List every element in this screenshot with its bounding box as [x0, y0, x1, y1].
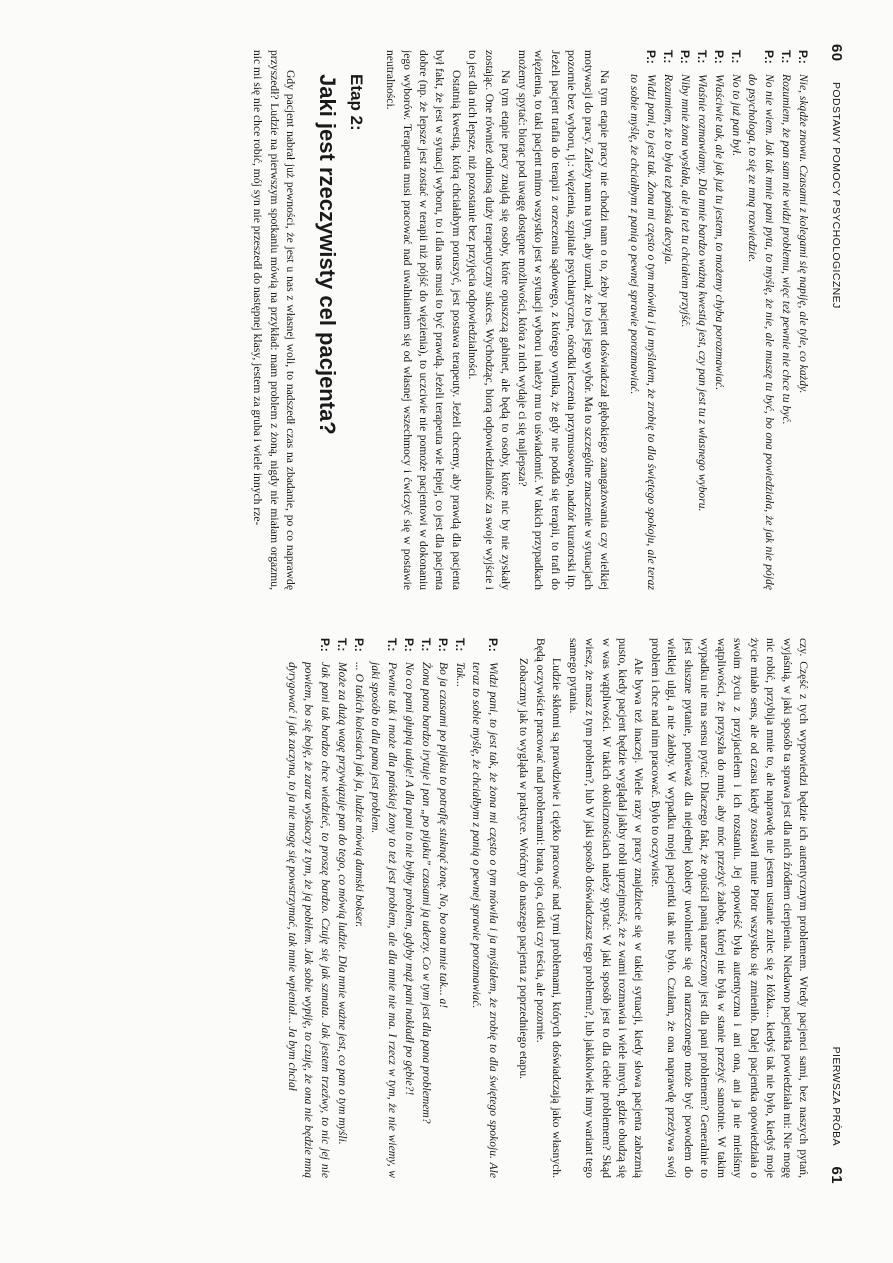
dialogue-line [417, 638, 434, 1178]
section-heading [312, 74, 367, 590]
section-heading-title: Jaki jest rzeczywisty cel pacjenta? [315, 74, 341, 435]
dialogue-block [626, 50, 811, 590]
dialogue-line [350, 638, 367, 1178]
dialogue-text: Rozumiem, że pan sam nie widzi problemu, więc też pewnie nie chce tu być. [779, 74, 793, 425]
dialogue-block [283, 638, 500, 1178]
speaker-label: T.: [778, 50, 793, 64]
dialogue-text: Pewnie tak i może dla pańskiej żony to też jest problem, ale dla mnie nie ma. I rzecz w tym, że nie wiemy, w jaki sposób to dla pana jest problem. [369, 662, 399, 1178]
body-paragraph: Na tym etapie pracy znajdą się osoby, które opuszczą gabinet, ale będą to osoby, które nic by nie zyskały zostając. One również odniosą duży terapeutyczny sukces. Wychodząc, biorą odpowiedzialność za swoje wyjście i to jest dla nich lepsze, niż pozostanie bez przyjęcia odpowiedzialności. [466, 50, 513, 590]
speaker-label: T.: [452, 638, 467, 652]
speaker-label: T.: [660, 50, 675, 64]
spacer [501, 638, 515, 1178]
speaker-label: P.: [677, 50, 692, 64]
dialogue-line [333, 638, 350, 1178]
dialogue-text: Żona pana bardzo irytuje i pan „po pijaku” czasami ją uderzy. Co w tym jest dla pana problemem? [419, 662, 433, 1124]
dialogue-text: Może za dużą wagę przywiązuje pan do tego, co mówią ludzie. Dla mnie ważne jest, co pan o tym myśli. [335, 662, 349, 1145]
speaker-label: P.: [796, 50, 810, 64]
page-number: 60 [828, 44, 845, 62]
dialogue-text: Właściwie tak, ale jak już tu jestem, to możemy chyba porozmawiać. [713, 74, 726, 391]
page-number: 61 [828, 1166, 845, 1184]
body-paragraph: Ale bywa też inaczej. Wiele razy w pracy znajdziecie się w takiej sytuacji, kiedy słowa pacjenta zabrzmią pusto, kiedy pacjent będzie wyglądał jakby robił uprzejmość, że z wami rozmawia i wiele innych, gdzie obudzą się w was wątpliwości. W takich okolicznościach należy spytać: W jaki sposób jest to dla ciebie problemem? Skąd wiesz, że masz z tym problem?, lub W jaki sposób doświadczasz tego problemu?, lub jakikolwiek inny wariant tego samego pytania. [566, 638, 646, 1178]
page-61 [30, 628, 845, 1188]
speaker-label: T.: [729, 50, 744, 64]
body-paragraph: Zobaczmy jak to wygląda w praktyce. Wróćmy do naszego pacjenta z poprzedniego etapu. [517, 658, 531, 1080]
dialogue-text: Jak pani tak bardzo chce wiedzieć, to proszę bardzo. Czuję się jak szmata. Jak jestem trzeźwy, to nic jej nie powiem, bo się boję, że zaraz wyskoczy z tym, że ją pobiłem. Jak sobie wypiję, to czuję, że ona nie będzie mną dyrygować i jak zaczyna, to ja nie mogę się powstrzymać, tak mnie wpieniał... Ja bym chciał [285, 662, 332, 1178]
body-paragraph: Gdy pacjent nabrał już pewności, że jest u nas z własnej woli, to nadszedł czas na zbadanie, po co naprawdę przyszedł? Ludzie na pierwszym spotkaniu mówią na przykład: mam problem z żoną, nigdy nie miałam orgazmu, nic mi się nie chce robić, mój syn nie przeszedł do następnej klasy, jestem za gruba i wiele innych rze- [251, 50, 298, 590]
dialogue-line [400, 638, 417, 1178]
dialogue-line [626, 50, 659, 590]
dialogue-line [710, 50, 727, 590]
dialogue-text: No nie wiem. Jak tak mnie pani pyta, to myślę, że nie, ale muszę tu być, bo ona powiedziała, że jak nie pójdę do psychologa, to się ze mną rozwiedzie. [746, 74, 776, 590]
dialogue-line [283, 638, 332, 1178]
speaker-label: P.: [712, 50, 726, 64]
page-body [30, 50, 811, 590]
dialogue-text: Widzi pani, to jest tak. Żona mi często o tym mówiła i ja myślałem, że zrobię to dla świętego spokoju, ale teraz to sobie myślę, że chciałbym z panią o pewnej sprawie porozmawiać. [628, 74, 658, 590]
speaker-label: P.: [351, 638, 366, 652]
speaker-label: T.: [418, 638, 433, 652]
speaker-label: P.: [643, 50, 658, 64]
dialogue-line [693, 50, 710, 590]
dialogue-line [794, 50, 811, 590]
dialogue-text: Niby mnie żona wysłała, ale ja też tu chciałem przyjść. [678, 74, 692, 328]
body-paragraph: Ludzie skłonni są prawdziwie i ciężko pracować nad tymi problemami, których doświadczają jako własnych. Będą oczywiście pracować nad problemami: brata, ojca, ciotki czy teścia, ale pozornie. [533, 638, 564, 1178]
speaker-label: P.: [401, 638, 416, 652]
speaker-label: T.: [384, 638, 399, 652]
dialogue-text: No to już pan był. [730, 74, 744, 157]
dialogue-line [744, 50, 777, 590]
running-head: PODSTAWY POMOCY PSYCHOLOGICZNEJ [830, 82, 842, 309]
spacer [612, 50, 626, 590]
page-60 [30, 40, 845, 600]
body-paragraph: Ostatnią kwestią, którą chciałabym poruszyć, jest postawa terapeuty. Jeżeli chcemy, aby prawdą dla pacjenta był fakt, że jest w sytuacji wyboru, to i dla nas musi to być prawdą. Jeżeli terapeuta wie lepiej, co jest dla pacjenta dobre (np. że lepsze jest zostać w terapii niż pójść do więzienia), to uczciwie nie pomoże pacjentowi w dokonaniu jego wyborów. Terapeuta musi pracować nad uwalnianiem się od własnej wszechmocy i ćwiczyć się w postawie neutralności. [384, 50, 463, 590]
dialogue-text: Bo ja czasami po pijaku to potrafię stuknąć żonę. No, bo ona mnie tak... a! [436, 662, 450, 1009]
dialogue-line [468, 638, 501, 1178]
page-header [819, 628, 845, 1188]
section-heading-stage: Etap 2: [346, 74, 366, 131]
dialogue-text: No co pani głupią udaje! A dla pani to nie byłby problem, gdyby mąż pani nakładł po gębie?! [402, 662, 416, 1096]
speaker-label: P.: [317, 638, 332, 652]
dialogue-line [659, 50, 676, 590]
speaker-label: P.: [435, 638, 450, 652]
page-body [30, 638, 811, 1178]
dialogue-line [676, 50, 693, 590]
dialogue-text: ... O takich kolesiach jak ja, ludzie mówią damski bokser. [352, 662, 366, 928]
dialogue-text: Tak... [453, 662, 467, 688]
dialogue-text: Widzi pani, to jest tak, że żona mi często o tym mówiła i ja myślałem, że zrobię to dla świętego spokoju. Ale teraz to sobie myślę, że chciałbym z panią o pewnej sprawie porozmawiać. [470, 662, 500, 1178]
page-header [819, 40, 845, 600]
dialogue-text: Rozumiem, że to była też pańska decyzja. [661, 74, 675, 265]
dialogue-line [367, 638, 400, 1178]
dialogue-line [727, 50, 744, 590]
dialogue-line [434, 638, 451, 1178]
body-paragraph: czy. Część z tych wypowiedzi będzie ich autentycznym problemem. Wtedy pacjenci sami, bez naszych pytań, wyjaśnią, w jaki sposób ta sprawa jest dla nich źródłem cierpienia. Niedawno pacjentka powiedziała mi: Nie mogę nic robić, przybija mnie to, ale naprawdę nie jestem ustanie zulec się z łóżka... kiedyś tak nie było, kiedyś moje życie miało sens, ale od czasu kiedy zostawił mnie Piotr wszystko się zmieniło. Dalej pacjentka opowiedziała o swoim życiu z przyjacielem i ich rozstaniu. Jej opowieść była autentyczna i ani ona, ani ja nie mieliśmy wątpliwości, że przyszła do mnie, aby móc przeżyć żałobę, której nie była w stanie przeżyć samotnie. W takim wypadku nie ma sensu pytać: Dlaczego fakt, że opuścił panią narzeczony jest dla pani problemem? Generalnie to jest słuszne pytanie, ponieważ dla niejednej kobiety uwolnienie się od narzeczonego może być powodem do wielkiej ulgi, a nie żałoby. W wypadku mojej pacjentki tak nie było. Czułam, że ona naprawdę przeżywa swój problem i chce nad nim pracować. Było to oczywiste. [648, 638, 810, 1178]
body-paragraph: Na tym etapie pracy nie chodzi nam o to, żeby pacjent doświadczał głębokiego zaangażowania czy wielkiej motywacji do pracy. Zależy nam na tym, aby uznał, że to jest jego wybór. Ma to szczególne znaczenie w sytuacjach pozornie bez wyboru, tj.: więzienia, szpitale psychiatryczne, ośrodki leczenia przymusowego, nadzór kuratorski itp. Jeżeli pacjent trafia do terapii z orzeczenia sądowego, z którego wynika, że gdy nie podda się terapii, to trafi do więzienia, to taki pacjent mimo wszystko jest w sytuacji wyboru i należy mu to uświadomić. W takich przypadkach możemy spytać: biorąc pod uwagę dostępne możliwości, która z nich wydaje ci się najlepsza? [515, 50, 611, 590]
dialogue-line [451, 638, 468, 1178]
speaker-label: P.: [761, 50, 776, 64]
dialogue-line [777, 50, 794, 590]
dialogue-text: Właśnie rozmawiamy. Dla mnie bardzo ważną kwestią jest, czy pan jest tu z własnego wyboru. [695, 74, 709, 512]
speaker-label: P.: [485, 638, 500, 652]
speaker-label: T.: [694, 50, 709, 64]
speaker-label: T.: [334, 638, 349, 652]
dialogue-text: Nie, skądże znowu. Czasami z kolegami się napiję, ale tyle, co każdy. [797, 74, 810, 394]
running-head: PIERWSZA PRÓBA [830, 1046, 842, 1146]
